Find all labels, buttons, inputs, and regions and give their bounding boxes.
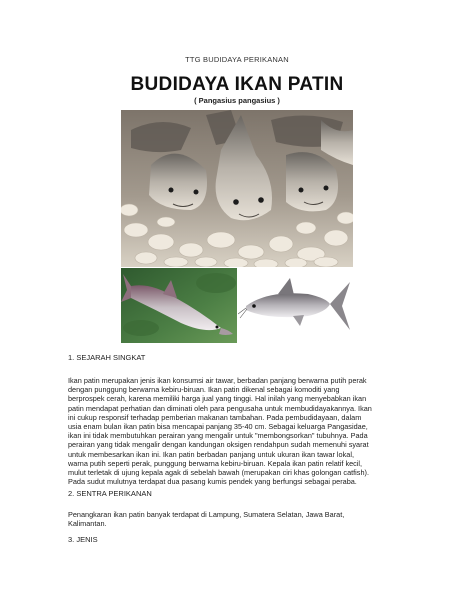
section-heading-sejarah: 1. SEJARAH SINGKAT [68, 353, 146, 362]
document-title: BUDIDAYA IKAN PATIN [130, 74, 344, 95]
paragraph-line: warna putih seperti perak, punggung berwarna kebiru-biruan. Kepala ikan patin relatif kecil, [68, 458, 363, 468]
photo-patin-fish-white-background [238, 268, 353, 343]
paragraph-line: usia enam bulan ikan patin bisa mencapai panjang 35-40 cm. Sebagai keluarga Pangasidae, [68, 422, 368, 432]
document-subtitle: ( Pangasius pangasius ) [194, 96, 280, 105]
section-heading-sentra: 2. SENTRA PERIKANAN [68, 489, 152, 498]
paragraph-line: ini cukup responsif terhadap pemberian makanan tambahan. Pada pembudidayaan, dalam [68, 412, 362, 422]
paragraph-line: ikan ini tidak membutuhkan perairan yang mengalir untuk "membongsorkan" tubuhnya. Pada [68, 431, 368, 441]
paragraph-line: patin mendapat perhatian dan diminati oleh para pengusaha untuk membudidayakannya. Ikan [68, 403, 372, 413]
paragraph-line: dengan punggung berwarna kebiru-biruan. Ikan patin dikenal sebagai komoditi yang [68, 385, 340, 395]
paragraph-line: berprospek cerah, karena memiliki harga jual yang tinggi. Hal inilah yang menyebabkan ikan [68, 394, 367, 404]
paragraph-line: perairan yang tidak mengalir dengan kandungan oksigen rendahpun sudah memenuhi syarat [68, 440, 369, 450]
paragraph-line: Ikan patin merupakan jenis ikan konsumsi air tawar, berbadan panjang berwarna putih perak [68, 376, 367, 385]
section-body-sentra [68, 510, 413, 528]
fish-green-water-illustration [121, 268, 237, 343]
document-header-label: TTG BUDIDAYA PERIKANAN [185, 55, 289, 64]
section-body-sejarah [68, 376, 413, 486]
fish-school-illustration [121, 110, 353, 267]
section-heading-jenis: 3. JENIS [68, 535, 98, 544]
paragraph-line: Pada sudut mulutnya terdapat dua pasang kumis pendek yang berfungsi sebagai peraba. [68, 477, 357, 487]
paragraph-line: mulut terletak di ujung kepala agak di sebelah bawah (merupakan ciri khas golongan catfish). [68, 468, 369, 478]
fish-white-bg-illustration [238, 268, 353, 343]
paragraph-line: untuk membesarkan ikan ini. Ikan patin berbadan panjang untuk ukuran ikan tawar lokal, [68, 449, 354, 459]
paragraph-line: Kalimantan. [68, 519, 107, 529]
paragraph-line: Penangkaran ikan patin banyak terdapat di Lampung, Sumatera Selatan, Jawa Barat, [68, 510, 345, 519]
photo-school-of-patin-fish [121, 110, 353, 267]
photo-patin-fish-green-water [121, 268, 237, 343]
